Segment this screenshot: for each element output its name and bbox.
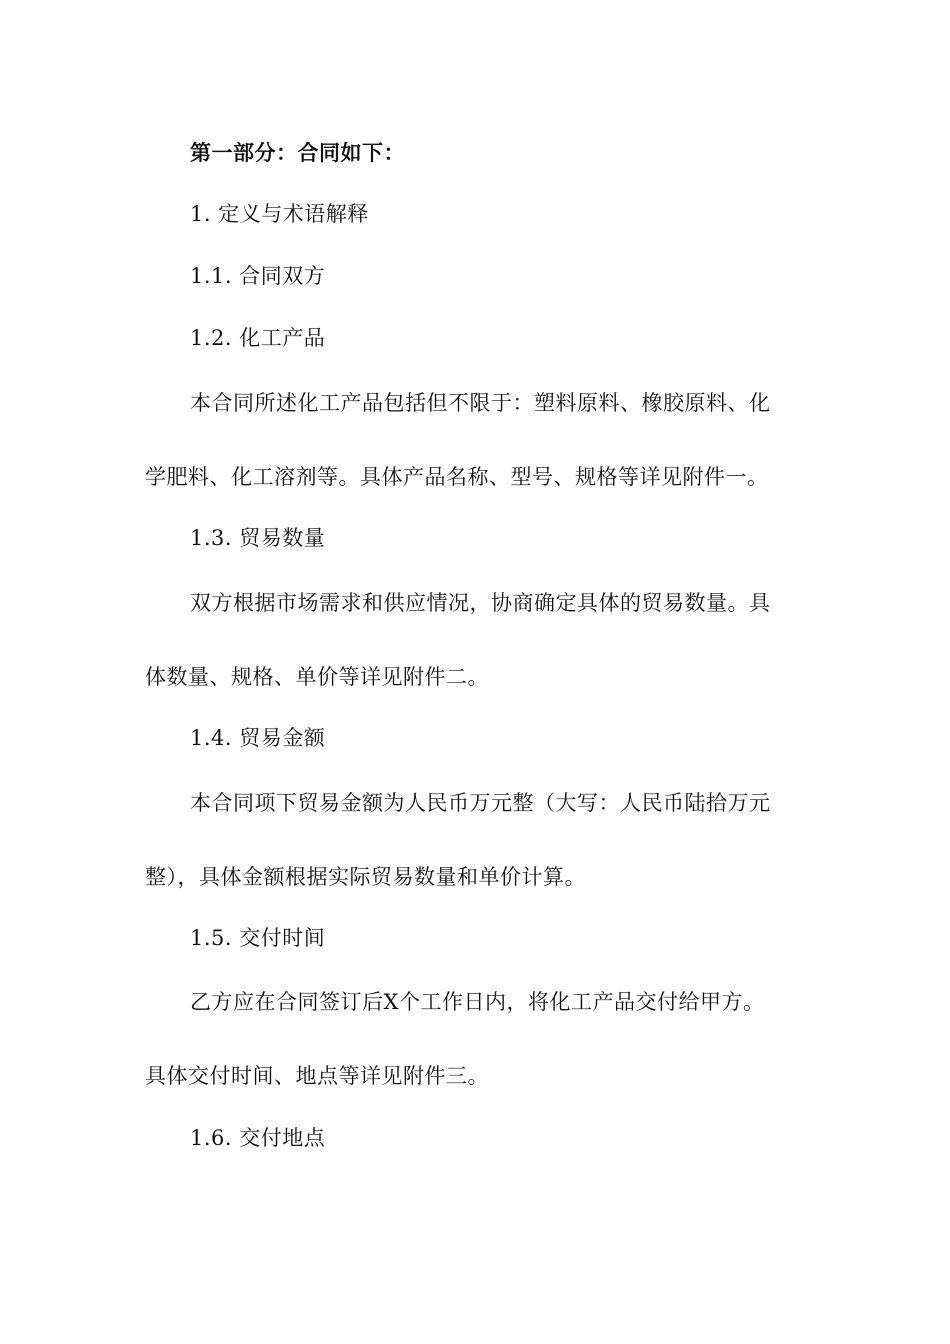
section-1-4-paragraph-line-1: 本合同项下贸易金额为人民币万元整（大写：人民币陆拾万元 [190,791,771,815]
section-1-5-heading: 1.5. 交付时间 [190,926,326,950]
section-1-2-paragraph-line-2: 学肥料、化工溶剂等。具体产品名称、型号、规格等详见附件一。 [145,465,769,489]
section-1-3-paragraph-line-1: 双方根据市场需求和供应情况，协商确定具体的贸易数量。具 [190,591,771,615]
section-1-2-paragraph-line-1: 本合同所述化工产品包括但不限于：塑料原料、橡胶原料、化 [190,391,771,415]
section-1-3-heading: 1.3. 贸易数量 [190,526,326,550]
section-1-4-heading: 1.4. 贸易金额 [190,726,326,750]
section-1-2-heading: 1.2. 化工产品 [190,326,326,350]
section-1-1-heading: 1.1. 合同双方 [190,264,326,288]
section-1-5-paragraph-line-2: 具体交付时间、地点等详见附件三。 [145,1064,489,1088]
section-1-4-paragraph-line-2: 整），具体金额根据实际贸易数量和单价计算。 [145,865,586,889]
part-heading: 第一部分：合同如下： [190,141,405,165]
section-1-heading: 1. 定义与术语解释 [190,202,369,226]
section-1-3-paragraph-line-2: 体数量、规格、单价等详见附件二。 [145,665,489,689]
section-1-6-heading: 1.6. 交付地点 [190,1126,326,1150]
section-1-5-paragraph-line-1: 乙方应在合同签订后X个工作日内，将化工产品交付给甲方。 [190,990,765,1014]
